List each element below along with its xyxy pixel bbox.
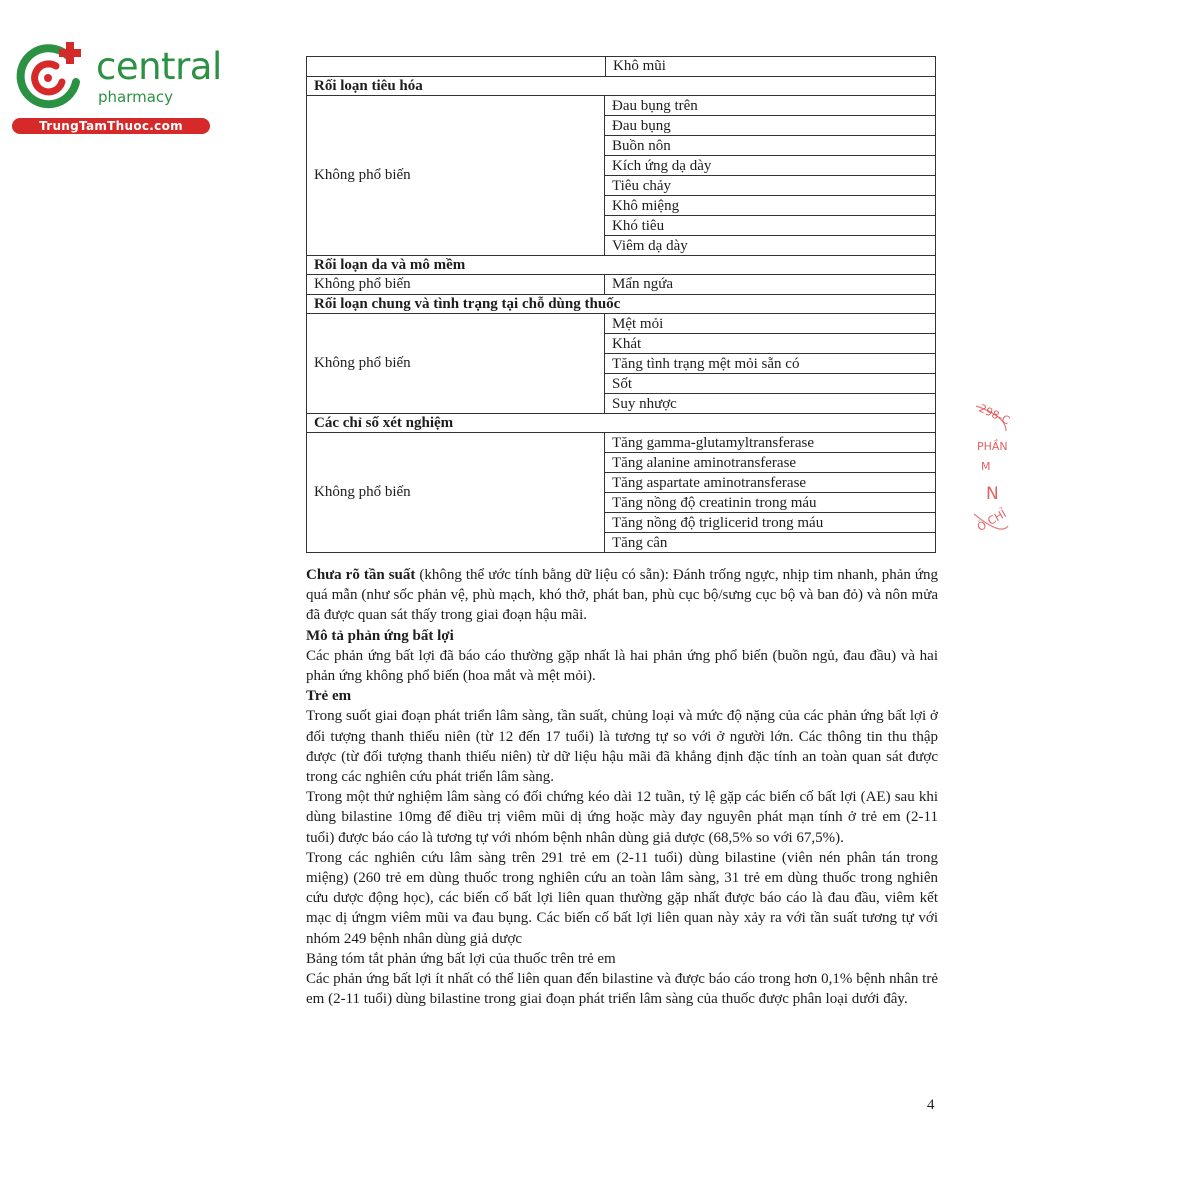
paragraph: Trong một thử nghiệm lâm sàng có đối chứng kéo dài 12 tuần, tỷ lệ gặp các biến cố bất lợi (AE) sau khi dùng bilastine 10mg để điều trị viêm mũi dị ứng hoặc mày đay nguyên phát mạn tính ở trẻ em (2-11 tuổi) được báo cáo là tương tự với nhóm bệnh nhân dùng giả dược (68,5% so với 67,5%). bbox=[306, 789, 938, 846]
table-row bbox=[307, 96, 935, 256]
table-row bbox=[307, 275, 935, 295]
reaction-item: Tăng aspartate aminotransferase bbox=[605, 473, 935, 493]
reaction-item: Tăng alanine aminotransferase bbox=[605, 453, 935, 473]
logo-mark-icon bbox=[10, 38, 90, 118]
page-number: 4 bbox=[927, 1097, 935, 1113]
frequency-cell: Không phổ biến bbox=[307, 96, 605, 255]
paragraph: Chưa rõ tần suất (không thể ước tính bằng dữ liệu có sẵn): Đánh trống ngực, nhịp tim nhanh, phản ứng quá mẫn (như sốc phản vệ, phù mạch, khó thở, phát ban, phù cục bộ/sưng cục bộ và ban đỏ) và nôn mửa đã được quan sát thấy trong giai đoạn hậu mãi. bbox=[306, 567, 938, 624]
stamp-text: 298-C bbox=[976, 401, 1012, 428]
section-title: Rối loạn da và mô mềm bbox=[314, 257, 466, 273]
stamp-text: M bbox=[981, 460, 991, 473]
frequency-cell: Không phổ biến bbox=[307, 433, 605, 552]
table-row bbox=[307, 314, 935, 414]
adverse-reactions-table bbox=[306, 56, 936, 553]
logo-name: central bbox=[96, 45, 222, 88]
reaction-item: Tăng nồng độ triglicerid trong máu bbox=[605, 513, 935, 533]
reaction-item: Đau bụng trên bbox=[605, 96, 935, 116]
logo-website: TrungTamThuoc.com bbox=[12, 118, 210, 134]
stamp-text: N bbox=[986, 484, 999, 504]
central-pharmacy-logo bbox=[10, 38, 222, 138]
paragraph: Trong suốt giai đoạn phát triển lâm sàng, tần suất, chủng loại và mức độ nặng của các phản ứng bất lợi ở đối tượng thanh thiếu niên (từ 12 đến 17 tuổi) là tương tự so với ở người lớn. Các thông tin thu thập được (từ đối tượng thanh thiếu niên) từ dữ liệu hậu mãi đã khẳng định đặc tính an toàn quan sát được trong các nghiên cứu phát triển lâm sàng. bbox=[306, 708, 938, 786]
reaction-item: Tăng gamma-glutamyltransferase bbox=[605, 433, 935, 453]
stamp-text: PHẦN bbox=[977, 440, 1008, 453]
reaction-item: Đau bụng bbox=[605, 116, 935, 136]
reaction-item: Suy nhược bbox=[612, 396, 677, 412]
section-title: Rối loạn chung và tình trạng tại chỗ dùng thuốc bbox=[314, 296, 621, 312]
reaction-item: Kích ứng dạ dày bbox=[605, 156, 935, 176]
table-cell: Khô mũi bbox=[613, 58, 666, 74]
document-body bbox=[306, 565, 938, 1009]
frequency-cell: Không phổ biến bbox=[307, 314, 605, 413]
reaction-item: Viêm dạ dày bbox=[612, 238, 688, 254]
paragraph: Các phản ứng bất lợi ít nhất có thể liên quan đến bilastine và được báo cáo trong hơn 0,1% bệnh nhân trẻ em (2-11 tuổi) dùng bilastine trong giai đoạn phát triển lâm sàng của thuốc được phân loại dưới đây. bbox=[306, 971, 938, 1008]
table-row bbox=[307, 57, 935, 77]
reaction-item: Khó tiêu bbox=[605, 216, 935, 236]
paragraph: Các phản ứng bất lợi đã báo cáo thường gặp nhất là hai phản ứng phổ biến (buồn ngủ, đau đầu) và hai phản ứng không phổ biến (hoa mắt và mệt mỏi). bbox=[306, 647, 938, 685]
stamp-text: Ó CHỈ bbox=[974, 507, 1009, 534]
frequency-cell: Không phổ biến bbox=[307, 275, 605, 294]
reaction-item: Khát bbox=[605, 334, 935, 354]
bold-lead: Chưa rõ tần suất bbox=[306, 567, 416, 583]
section-title: Các chỉ số xét nghiệm bbox=[314, 415, 454, 431]
reaction-item: Mệt mỏi bbox=[605, 314, 935, 334]
section-title: Rối loạn tiêu hóa bbox=[314, 78, 423, 94]
reaction-item: Tăng nồng độ creatinin trong máu bbox=[605, 493, 935, 513]
stamp bbox=[972, 396, 1012, 546]
reaction-item: Tiêu chảy bbox=[605, 176, 935, 196]
paragraph: Bảng tóm tắt phản ứng bất lợi của thuốc trên trẻ em bbox=[306, 950, 616, 967]
section-header bbox=[307, 295, 935, 314]
reaction-item: Sốt bbox=[605, 374, 935, 394]
section-header bbox=[307, 77, 935, 96]
paragraph: Trong các nghiên cứu lâm sàng trên 291 trẻ em (2-11 tuổi) dùng bilastine (viên nén phân tán trong miệng) (260 trẻ em dùng thuốc trong nghiên cứu an toàn lâm sàng, 31 trẻ em dùng thuốc trong nghiên cứu dược động học), các biến cố bất lợi liên quan thường gặp nhất được báo cáo là đau đầu, viêm kết mạc dị ứngm viêm mũi va đau bụng. Các biến cố bất lợi liên quan này xảy ra với tần suất tương tự với nhóm 249 bệnh nhân dùng giả dược bbox=[306, 849, 938, 947]
reaction-item: Khô miệng bbox=[605, 196, 935, 216]
section-header bbox=[307, 256, 935, 275]
table-row bbox=[307, 433, 935, 552]
section-header bbox=[307, 414, 935, 433]
logo-subtitle: pharmacy bbox=[98, 88, 174, 106]
reaction-item: Buồn nôn bbox=[605, 136, 935, 156]
reaction-item: Tăng cân bbox=[612, 535, 668, 551]
section-heading: Trẻ em bbox=[306, 688, 352, 705]
reaction-item: Mẩn ngứa bbox=[612, 276, 674, 292]
reaction-item: Tăng tình trạng mệt mỏi sẵn có bbox=[605, 354, 935, 374]
section-heading: Mô tả phản ứng bất lợi bbox=[306, 627, 454, 644]
